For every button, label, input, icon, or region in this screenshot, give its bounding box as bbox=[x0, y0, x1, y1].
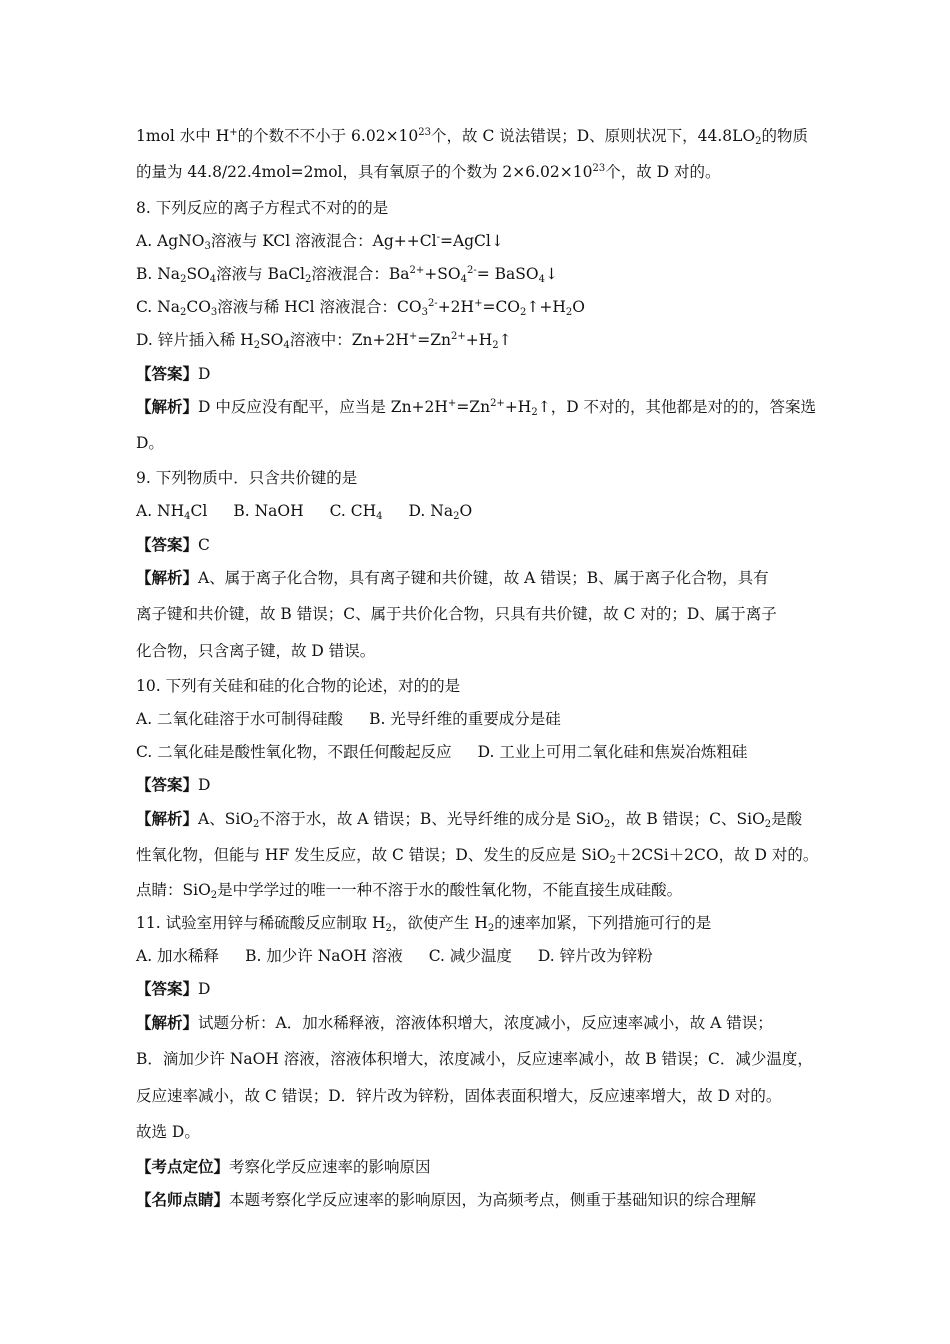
question-8-analysis: 【解析】D 中反应没有配平，应当是 $Zn+2H^+=Zn^{2+}+H_2↑$，D 不对的，其他都是对的的，答案选 bbox=[136, 397, 817, 418]
question-10-note: 点睛：SiO$_2$是中学学过的唯一一种不溶于水的酸性氧化物，不能直接生成硅酸。 bbox=[136, 881, 683, 901]
question-8-analysis-cont: D。 bbox=[136, 434, 164, 452]
question-11-analysis-cont: 反应速率减小，故 C 错误；D．锌片改为锌粉，固体表面积增大，反应速率增大，故 D 对的。 bbox=[136, 1087, 782, 1105]
question-11-teacher-note: 【名师点睛】本题考察化学反应速率的影响原因，为高频考点，侧重于基础知识的综合理解 bbox=[136, 1190, 757, 1209]
question-11-analysis-cont: 故选 D。 bbox=[136, 1123, 200, 1141]
question-11-answer: 【答案】D bbox=[136, 979, 211, 998]
question-9-answer: 【答案】C bbox=[136, 535, 210, 554]
question-10-options-ab: A. 二氧化硅溶于水可制得硅酸 B. 光导纤维的重要成分是硅 bbox=[136, 710, 561, 728]
text-line: 的量为 44.8/22.4mol=2mol，具有氧原子的个数为 $2\times 6.02\times 10^{23}$个，故 D 对的。 bbox=[136, 163, 721, 181]
question-8-option-d: D. 锌片插入稀 $H_2SO_4$溶液中：$Zn+2H^+=Zn^{2+}+H_2↑$ bbox=[136, 331, 512, 351]
question-9-analysis: 【解析】A、属于离子化合物，具有离子键和共价键，故 A 错误；B、属于离子化合物，具有 bbox=[136, 568, 769, 587]
question-10-analysis-cont: 性氧化物，但能与 HF 发生反应，故 C 错误；D、发生的反应是 SiO$_2$＋2CSi＋2CO，故 D 对的。 bbox=[136, 846, 819, 866]
question-8-stem: 8. 下列反应的离子方程式不对的的是 bbox=[136, 199, 389, 217]
question-11-stem: 11. 试验室用锌与稀硫酸反应制取 $H_2$，欲使产生 $H_2$的速率加紧，下列措施可行的是 bbox=[136, 914, 712, 934]
question-11-analysis-cont: B．滴加少许 NaOH 溶液，溶液体积增大，浓度减小，反应速率减小，故 B 错误；C．减少温度， bbox=[136, 1050, 813, 1068]
question-10-analysis: 【解析】A、SiO$_2$不溶于水，故 A 错误；B、光导纤维的成分是 SiO$_2$，故 B 错误；C、SiO$_2$是酸 bbox=[136, 809, 803, 830]
question-9-analysis-cont: 离子键和共价键，故 B 错误；C、属于共价化合物，只具有共价键，故 C 对的；D、属于离子 bbox=[136, 605, 777, 623]
question-9-analysis-cont: 化合物，只含离子键，故 D 错误。 bbox=[136, 642, 376, 660]
question-8-answer: 【答案】D bbox=[136, 364, 211, 383]
text-line: 1mol 水中 H+的个数不不小于 $6.02\times 10^{23}$个，故 C 说法错误；D、原则状况下，$44.8LO_2$的物质 bbox=[136, 127, 809, 147]
question-9-options: A. $NH_4Cl$ B. NaOH C. $CH_4$ D. $Na_2O$ bbox=[136, 502, 473, 522]
question-10-options-cd: C. 二氧化硅是酸性氧化物，不跟任何酸起反应 D. 工业上可用二氧化硅和焦炭冶炼粗硅 bbox=[136, 743, 748, 761]
question-8-option-b: B. $Na_2SO_4$溶液与 BaCl$_2$溶液混合：$Ba^{2+}+SO_4^{2-}=$ BaSO$_4$↓ bbox=[136, 265, 558, 285]
question-11-analysis: 【解析】试题分析：A．加水稀释液，溶液体积增大，浓度减小，反应速率减小，故 A 错误； bbox=[136, 1013, 773, 1032]
question-8-option-a: A. AgNO$_3$溶液与 KCl 溶液混合：Ag++Cl-=AgCl↓ bbox=[136, 232, 504, 252]
question-10-stem: 10. 下列有关硅和硅的化合物的论述，对的的是 bbox=[136, 677, 461, 695]
question-8-option-c: C. $Na_2CO_3$溶液与稀 HCl 溶液混合：$CO_3^{2-}+2H^+=CO_2↑+H_2O$ bbox=[136, 298, 585, 318]
question-9-stem: 9. 下列物质中．只含共价键的是 bbox=[136, 469, 358, 487]
question-11-options: A. 加水稀释 B. 加少许 NaOH 溶液 C. 减少温度 D. 锌片改为锌粉 bbox=[136, 947, 653, 965]
question-11-topic: 【考点定位】考察化学反应速率的影响原因 bbox=[136, 1157, 431, 1176]
question-10-answer: 【答案】D bbox=[136, 775, 211, 794]
